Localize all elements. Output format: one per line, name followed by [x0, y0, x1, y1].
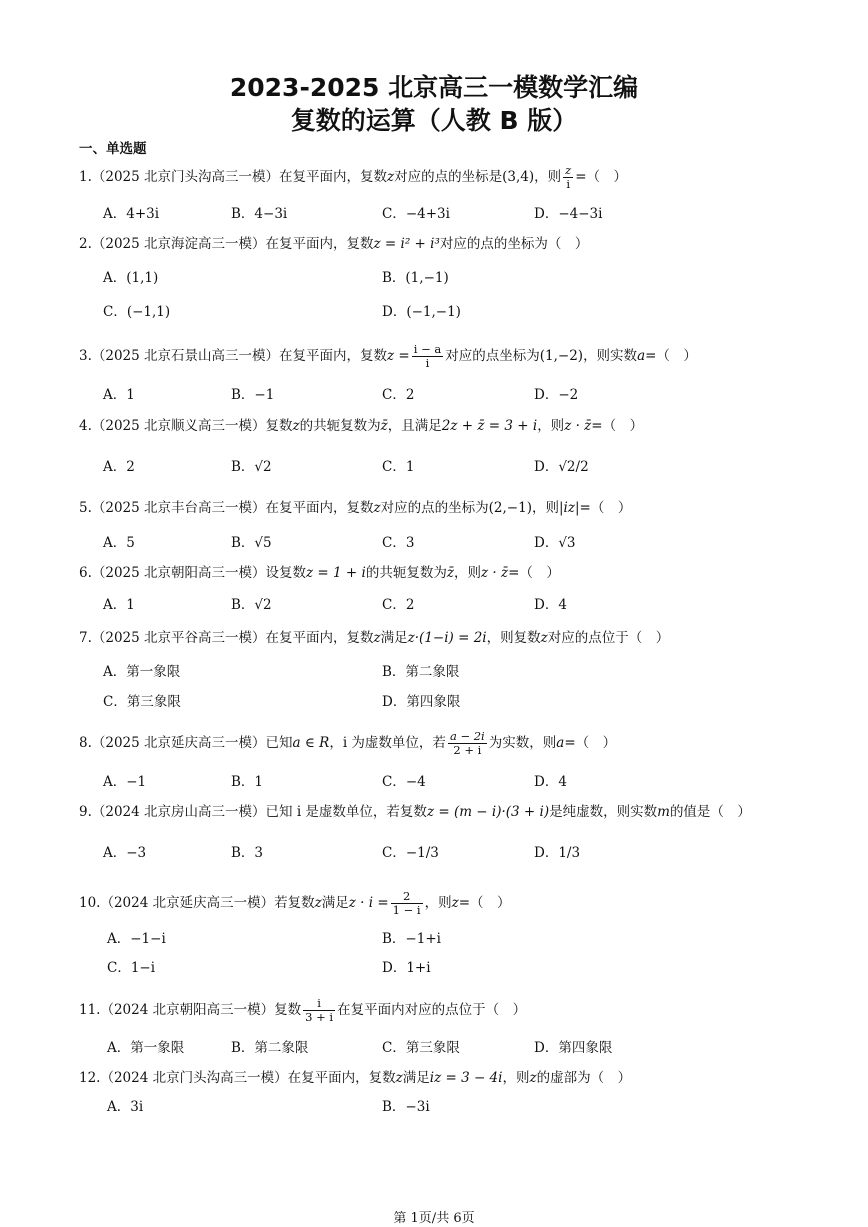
option-c: C．2: [382, 387, 415, 403]
question-1: 1.（2025 北京门头沟高三一模）在复平面内，复数z对应的点的坐标是(3,4)，则 $\frac{z}{i}$ =（ ）: [79, 163, 628, 191]
option-a: A．5: [103, 535, 135, 551]
question-2: 2.（2025 北京海淀高三一模）在复平面内，复数z = i² + i³对应的点的坐标为（ ）: [79, 236, 589, 252]
fraction: $\frac{2}{1 - i}$: [392, 889, 421, 917]
option-b: B．3: [231, 845, 264, 861]
option-b: B．√2: [231, 459, 272, 475]
option-d: D．第四象限: [382, 694, 461, 710]
section-heading: 一、单选题: [79, 141, 147, 157]
option-c: C．第三象限: [382, 1040, 460, 1056]
question-9: 9.（2024 北京房山高三一模）已知 i 是虚数单位，若复数z = (m − i)·(3 + i)是纯虚数，则实数m的值是（ ）: [79, 804, 751, 820]
question-10: 10.（2024 北京延庆高三一模）若复数z满足z · i = $\frac{2}{1 - i}$ ，则z=（ ）: [79, 889, 511, 917]
fraction: $\frac{a - 2i}{2 + i}$: [449, 729, 485, 757]
option-b: B．√5: [231, 535, 272, 551]
option-d: D．4: [534, 774, 567, 790]
option-b: B．4−3i: [231, 206, 288, 222]
option-c: C．1: [382, 459, 415, 475]
question-3: 3.（2025 北京石景山高三一模）在复平面内，复数z = $\frac{i - a}{i}$ 对应的点坐标为(1,−2)，则实数a=（ ）: [79, 342, 697, 370]
option-d: D．√2/2: [534, 459, 589, 475]
option-c: C．(−1,1): [103, 304, 171, 320]
option-b: B．√2: [231, 597, 272, 613]
option-a: A．(1,1): [103, 270, 159, 286]
option-a: A．3i: [107, 1099, 144, 1115]
option-b: B．−3i: [382, 1099, 430, 1115]
option-d: D．√3: [534, 535, 576, 551]
question-7: 7.（2025 北京平谷高三一模）在复平面内，复数z满足z·(1−i) = 2i，则复数z对应的点位于（ ）: [79, 630, 670, 646]
option-b: B．−1+i: [382, 931, 441, 947]
option-c: C．3: [382, 535, 415, 551]
question-12: 12.（2024 北京门头沟高三一模）在复平面内，复数z满足iz = 3 − 4i，则z的虚部为（ ）: [79, 1070, 632, 1086]
option-b: B．−1: [231, 387, 275, 403]
option-a: A．1: [103, 387, 135, 403]
option-d: D．(−1,−1): [382, 304, 461, 320]
document-subtitle: 复数的运算（人教 B 版）: [290, 106, 578, 135]
option-a: A．1: [103, 597, 135, 613]
option-a: A．第一象限: [107, 1040, 185, 1056]
option-a: A．−3: [103, 845, 147, 861]
question-5: 5.（2025 北京丰台高三一模）在复平面内，复数z对应的点的坐标为(2,−1)，则|iz|=（ ）: [79, 500, 632, 516]
option-c: C．−4+3i: [382, 206, 450, 222]
option-d: D．1+i: [382, 960, 431, 976]
option-c: C．−4: [382, 774, 426, 790]
option-d: D．4: [534, 597, 567, 613]
option-c: C．1−i: [107, 960, 156, 976]
question-4: 4.（2025 北京顺义高三一模）复数z的共轭复数为z̄，且满足2z + z̄ = 3 + i，则z · z̄=（ ）: [79, 418, 644, 434]
option-d: D．第四象限: [534, 1040, 613, 1056]
option-d: D．−2: [534, 387, 579, 403]
page-number: 第 1页/共 6页: [393, 1211, 475, 1226]
fraction: $\frac{i - a}{i}$: [413, 342, 442, 370]
option-c: C．第三象限: [103, 694, 181, 710]
fraction: $\frac{i}{3 + i}$: [305, 996, 334, 1024]
option-c: C．2: [382, 597, 415, 613]
option-c: C．−1/3: [382, 845, 439, 861]
question-11: 11.（2024 北京朝阳高三一模）复数 $\frac{i}{3 + i}$ 在复平面内对应的点位于（ ）: [79, 996, 527, 1024]
option-d: D．1/3: [534, 845, 581, 861]
option-a: A．2: [103, 459, 135, 475]
fraction: $\frac{z}{i}$: [565, 163, 572, 191]
option-a: A．4+3i: [103, 206, 160, 222]
option-a: A．−1−i: [107, 931, 166, 947]
option-a: A．第一象限: [103, 664, 181, 680]
document-title: 2023-2025 北京高三一模数学汇编: [229, 73, 639, 102]
option-b: B．第二象限: [231, 1040, 309, 1056]
option-b: B．(1,−1): [382, 270, 449, 286]
question-6: 6.（2025 北京朝阳高三一模）设复数z = 1 + i的共轭复数为z̄，则z · z̄=（ ）: [79, 565, 560, 581]
question-8: 8.（2025 北京延庆高三一模）已知a ∈ R，i 为虚数单位，若 $\frac{a - 2i}{2 + i}$ 为实数，则a=（ ）: [79, 729, 617, 757]
option-d: D．−4−3i: [534, 206, 603, 222]
option-a: A．−1: [103, 774, 147, 790]
option-b: B．1: [231, 774, 264, 790]
option-b: B．第二象限: [382, 664, 460, 680]
